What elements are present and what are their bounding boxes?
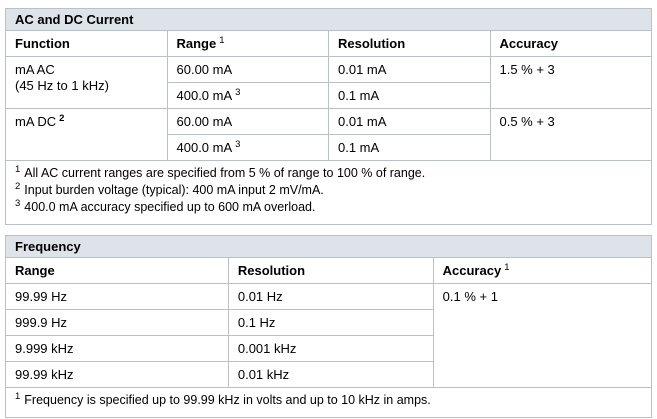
column-header-range: Range xyxy=(6,258,229,284)
footnote-line: $^2$ Input burden voltage (typical): 400 mA input 2 mV/mA. xyxy=(15,180,324,197)
column-header-function: Function xyxy=(6,31,168,57)
footnote-marker: 1 xyxy=(15,390,21,402)
footnotes-cell xyxy=(6,161,652,225)
table-row xyxy=(6,236,652,258)
footnote-marker: 2 xyxy=(59,112,65,124)
column-header-accuracy: Accuracy $^1$ xyxy=(433,258,651,284)
footnote-marker: 3 xyxy=(235,138,241,150)
range-cell: 60.00 mA xyxy=(167,57,329,83)
column-header-range: Range $^1$ xyxy=(167,31,329,57)
frequency-table-title: Frequency xyxy=(6,236,652,258)
footnotes-cell xyxy=(6,388,652,418)
resolution-cell: 0.1 Hz xyxy=(228,310,433,336)
column-header-resolution: Resolution xyxy=(329,31,491,57)
range-cell: 9.999 kHz xyxy=(6,336,229,362)
accuracy-cell: 0.5 % + 3 xyxy=(490,109,652,161)
column-header-resolution: Resolution xyxy=(228,258,433,284)
accuracy-cell: 0.1 % + 1 xyxy=(433,284,651,388)
footnote-marker: 3 xyxy=(15,197,21,209)
accuracy-cell: 1.5 % + 3 xyxy=(490,57,652,109)
table-row xyxy=(6,9,652,31)
resolution-cell: 0.1 mA xyxy=(329,83,491,109)
resolution-cell: 0.01 mA xyxy=(329,109,491,135)
footnote-marker: 1 xyxy=(15,163,21,175)
footnote-line: $^1$ Frequency is specified up to 99.99 kHz in volts and up to 10 kHz in amps. xyxy=(15,390,431,407)
table-row xyxy=(6,161,652,225)
range-cell: 999.9 Hz xyxy=(6,310,229,336)
current-table-title: AC and DC Current xyxy=(6,9,652,31)
footnote-marker: 1 xyxy=(219,34,225,46)
range-cell: 99.99 Hz xyxy=(6,284,229,310)
column-header-accuracy: Accuracy xyxy=(490,31,652,57)
footnote-line: $^3$ 400.0 mA accuracy specified up to 600 mA overload. xyxy=(15,197,316,214)
table-row xyxy=(6,57,652,83)
table-row xyxy=(6,31,652,57)
resolution-cell: 0.1 mA xyxy=(329,135,491,161)
table-row xyxy=(6,258,652,284)
range-cell: 60.00 mA xyxy=(167,109,329,135)
footnote-marker: 1 xyxy=(504,261,510,273)
resolution-cell: 0.01 mA xyxy=(329,57,491,83)
footnote-marker: 3 xyxy=(235,86,241,98)
footnote-line: $^1$ All AC current ranges are specified from 5 % of range to 100 % of range. xyxy=(15,163,426,180)
resolution-cell: 0.01 kHz xyxy=(228,362,433,388)
function-cell: mA AC (45 Hz to 1 kHz) xyxy=(6,57,168,109)
resolution-cell: 0.001 kHz xyxy=(228,336,433,362)
table-row xyxy=(6,284,652,310)
table-row xyxy=(6,109,652,135)
range-cell: 99.99 kHz xyxy=(6,362,229,388)
table-row xyxy=(6,388,652,418)
range-cell: 400.0 mA $^3$ xyxy=(167,135,329,161)
resolution-cell: 0.01 Hz xyxy=(228,284,433,310)
function-cell: mA DC $^2$ xyxy=(6,109,168,161)
footnote-marker: 2 xyxy=(15,180,21,192)
current-spec-table xyxy=(5,8,652,225)
range-cell: 400.0 mA $^3$ xyxy=(167,83,329,109)
frequency-spec-table xyxy=(5,235,652,418)
